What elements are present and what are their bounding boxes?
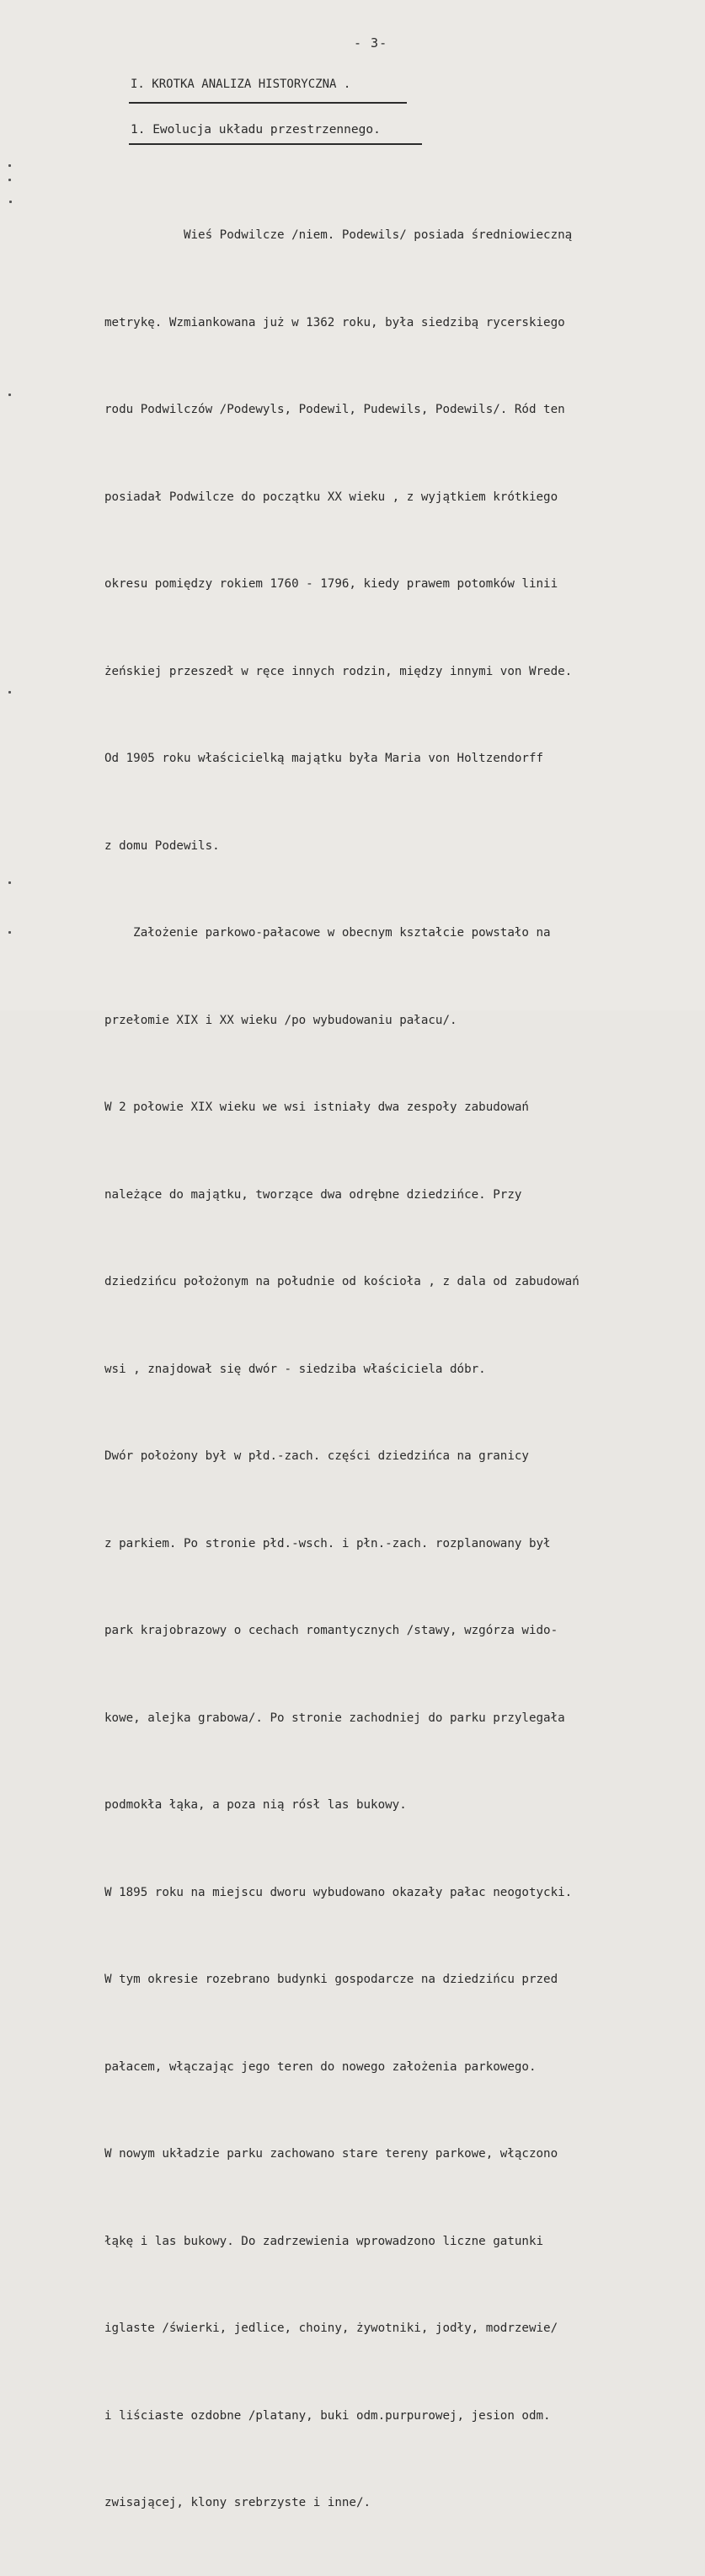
scan-speck bbox=[9, 201, 12, 203]
text-line: metrykę. Wzmiankowana już w 1362 roku, była siedzibą rycerskiego bbox=[104, 315, 565, 329]
text-line: łąkę i las bukowy. Do zadrzewienia wprowadzono liczne gatunki bbox=[104, 2234, 544, 2248]
text-line: z parkiem. Po stronie płd.-wsch. i płn.-zach. rozplanowany był bbox=[104, 1536, 551, 1550]
text-line: W tym okresie rozebrano budynki gospodarcze na dziedzińcu przed bbox=[104, 1973, 558, 1986]
scan-speck bbox=[8, 691, 11, 694]
text-line: park krajobrazowy o cechach romantycznych /stawy, wzgórza wido- bbox=[104, 1624, 558, 1637]
page-number: - 3- bbox=[354, 35, 388, 51]
text-line: Dwór położony był w płd.-zach. części dziedzińca na granicy bbox=[104, 1449, 529, 1463]
text-line: iglaste /świerki, jedlice, choiny, żywotniki, jodły, modrzewie/ bbox=[104, 2322, 558, 2335]
text-line: W nowym układzie parku zachowano stare tereny parkowe, włączono bbox=[104, 2147, 558, 2161]
text-line: Od 1905 roku właścicielką majątku była Maria von Holtzendorff bbox=[104, 752, 544, 765]
chapter-underline bbox=[129, 102, 407, 104]
text-line: wsi , znajdował się dwór - siedziba właściciela dóbr. bbox=[104, 1362, 486, 1376]
section-underline bbox=[129, 143, 422, 145]
text-line: przełomie XIX i XX wieku /po wybudowaniu pałacu/. bbox=[104, 1013, 457, 1027]
text-line: żeńskiej przeszedł w ręce innych rodzin, między innymi von Wrede. bbox=[104, 664, 573, 678]
text-line: Założenie parkowo-pałacowe w obecnym kształcie powstało na bbox=[104, 926, 551, 940]
text-line: pałacem, włączając jego teren do nowego założenia parkowego. bbox=[104, 2059, 537, 2074]
section-heading: 1. Ewolucja układu przestrzennego. bbox=[131, 123, 381, 137]
chapter-heading: I. KROTKA ANALIZA HISTORYCZNA . bbox=[131, 78, 351, 91]
text-line: rodu Podwilczów /Podewyls, Podewil, Pudewils, Podewils/. Ród ten bbox=[104, 403, 565, 416]
scan-speck bbox=[8, 394, 11, 396]
text-line: z domu Podewils. bbox=[104, 838, 220, 853]
scan-speck bbox=[8, 164, 11, 167]
text-line: W 2 połowie XIX wieku we wsi istniały dwa zespoły zabudowań bbox=[104, 1101, 529, 1114]
text-line: podmokła łąka, a poza nią rósł las bukowy. bbox=[104, 1798, 407, 1812]
scan-speck bbox=[8, 931, 11, 934]
text-line: okresu pomiędzy rokiem 1760 - 1796, kiedy prawem potomków linii bbox=[104, 577, 558, 591]
text-line: zwisającej, klony srebrzyste i inne/. bbox=[104, 2496, 371, 2509]
text-line: dziedzińcu położonym na południe od kościoła , z dala od zabudowań bbox=[104, 1275, 579, 1288]
scan-speck bbox=[8, 881, 11, 884]
body-text bbox=[104, 163, 677, 2576]
scan-speck bbox=[8, 179, 11, 181]
text-line: i liściaste ozdobne /platany, buki odm.purpurowej, jesion odm. bbox=[104, 2408, 551, 2423]
text-line: kowe, alejka grabowa/. Po stronie zachodniej do parku przylegała bbox=[104, 1711, 565, 1725]
text-line: należące do majątku, tworzące dwa odrębne dziedzińce. Przy bbox=[104, 1187, 522, 1202]
text-line: W 1895 roku na miejscu dworu wybudowano okazały pałac neogotycki. bbox=[104, 1885, 573, 1899]
text-line: posiadał Podwilcze do początku XX wieku , z wyjątkiem krótkiego bbox=[104, 490, 558, 504]
text-line: Wieś Podwilcze /niem. Podewils/ posiada średniowieczną bbox=[104, 228, 573, 242]
